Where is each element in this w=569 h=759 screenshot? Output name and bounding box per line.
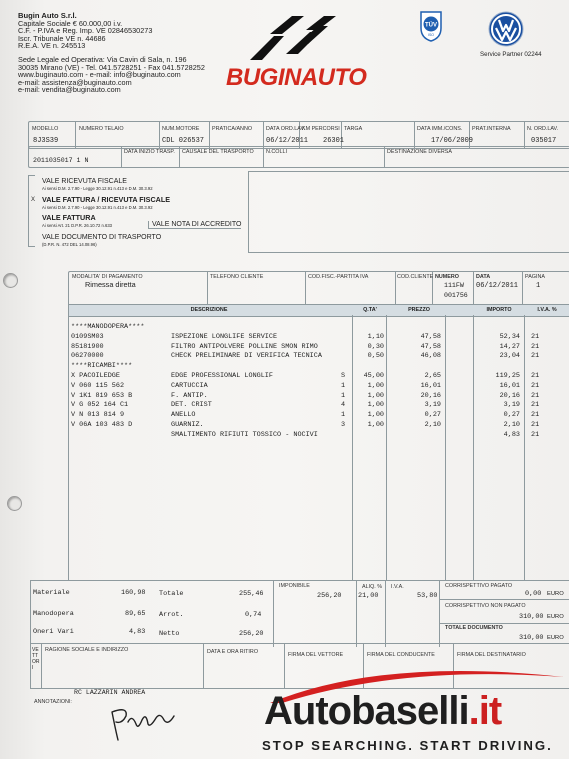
cell-prezzo: 3,19 (424, 401, 441, 410)
label-annotazioni: ANNOTAZIONI: (34, 699, 72, 705)
label-data: DATA (476, 274, 491, 280)
label-arrot: Arrot. (159, 611, 184, 619)
label-imponibile: IMPONIBILE (279, 583, 310, 589)
label-modalita: MODALITA' DI PAGAMENTO (72, 274, 143, 280)
cell-code: 06270000 (71, 352, 104, 361)
cell-iva: 21 (531, 421, 540, 429)
cell-importo: 2,10 (503, 421, 520, 429)
label-targa: TARGA (344, 126, 363, 132)
company-address: 30035 Mirano (VE) - Tel. 041.5728251 - Fax 041.5728252 (18, 62, 205, 72)
label-materiale: Materiale (33, 589, 70, 597)
value-data: 06/12/2011 (476, 282, 519, 290)
cell-qta: 0,30 (367, 342, 384, 351)
svg-text:TÜV: TÜV (425, 22, 437, 29)
label-n-colli: N.COLLI (266, 149, 287, 155)
cell-desc: ANELLO (171, 411, 196, 420)
cell-desc: SMALTIMENTO RIFIUTI TOSSICO - NOCIVI (171, 430, 318, 439)
items-table (68, 304, 569, 581)
cell-importo: 52,34 (499, 332, 520, 341)
table-row (69, 411, 569, 421)
vale-block (28, 171, 242, 251)
cell-prezzo: 0,27 (424, 411, 441, 420)
corrispettivo-box (439, 581, 569, 647)
th-importo: IMPORTO (486, 307, 512, 313)
cell-code: V G 052 164 C1 (71, 401, 129, 410)
punch-hole-top (3, 273, 18, 288)
label-firma-destinatario: FIRMA DEL DESTINATARIO (457, 652, 526, 658)
label-firma-vettore: FIRMA DEL VETTORE (288, 652, 344, 658)
cell-qta: 0,50 (367, 352, 384, 361)
cell-qta: 1,00 (367, 421, 384, 429)
cell-importo: 0,27 (503, 411, 520, 420)
th-iva: I.V.A. % (537, 307, 557, 313)
cell-flag: 4 (341, 401, 346, 410)
table-row (69, 382, 569, 392)
cell-flag: 1 (341, 381, 346, 390)
vale-fattura: VALE FATTURA Ai sensi Art. 21 D.P.R. 26.10.72 n.633 (42, 213, 112, 228)
value-corr-non-pagato: 310,00 (519, 613, 544, 621)
value-data-imm: 17/06/2009 (431, 137, 474, 145)
watermark (262, 655, 569, 759)
vale-documento: VALE DOCUMENTO DI TRASPORTO (D.P.R. N. 472 DEL 14.08.96) (42, 234, 162, 247)
label-totale: Totale (159, 590, 184, 598)
value-iva: 53,80 (417, 592, 438, 600)
svg-text:ISO: ISO (427, 33, 435, 37)
label-totale-doc: TOTALE DOCUMENTO (445, 625, 503, 631)
value-materiale: 160,98 (121, 589, 146, 597)
payment-row (68, 271, 569, 306)
label-aliq: ALIQ. % (362, 584, 383, 590)
label-manodopera: Manodopera (33, 610, 74, 618)
table-row (69, 323, 569, 333)
label-codfisc: COD.FISC.-PARTITA IVA (308, 274, 369, 280)
label-corr-non-pagato: CORRISPETTIVO NON PAGATO (445, 603, 526, 609)
euro-label: EURO (547, 635, 564, 641)
cell-prezzo: 2,10 (424, 421, 441, 429)
cell-qta: 1,00 (367, 411, 384, 420)
cell-flag: 1 (341, 391, 346, 400)
label-pratica: PRATICA/ANNO (212, 126, 253, 132)
label-n-ord: N. ORD.LAV. (527, 126, 559, 132)
company-line: Capitale Sociale € 60.000,00 i.v. (18, 18, 123, 28)
buginauto-logo: BUGINAUTO (226, 64, 367, 91)
cell-iva: 21 (531, 352, 540, 361)
cell-code: 0109SM03 (71, 332, 104, 341)
cell-iva: 21 (531, 372, 540, 380)
table-row (69, 372, 569, 382)
cell-importo: 14,27 (499, 342, 520, 351)
cell-qta: 1,00 (367, 391, 384, 400)
vale-fattura-ricevuta: VALE FATTURA / RICEVUTA FISCALE Ai sensi D.M. 2.7.90 - Legge 30.12.91 n.413 e D.M. 30.3.92 (42, 195, 171, 210)
service-partner: Service Partner 02244 (480, 51, 542, 58)
cell-flag: 1 (341, 411, 346, 420)
table-row (69, 431, 569, 441)
cell-code: V N 013 814 9 (71, 411, 125, 420)
totals-block (30, 580, 569, 647)
cell-desc: FILTRO ANTIPOLVERE POLLINE SMON RIMO (171, 342, 318, 351)
cell-iva: 21 (531, 391, 540, 400)
cell-iva: 21 (531, 342, 540, 351)
label-km: KM PERCORSI (302, 126, 340, 132)
cell-qta: 1,00 (367, 381, 384, 390)
value-oneri: 4,83 (129, 628, 146, 636)
vale-checkmark: X (31, 197, 36, 203)
value-modello: 8J3S39 (33, 137, 59, 145)
cell-importo: 119,25 (495, 372, 520, 380)
cell-prezzo: 20,16 (420, 391, 441, 400)
value-aliq: 21,00 (358, 592, 379, 600)
label-iva: I.V.A. (391, 584, 404, 590)
th-descrizione: DESCRIZIONE (190, 307, 228, 313)
cell-code: X PACOILEDGE (71, 372, 120, 380)
value-numero2: 001756 (444, 292, 468, 299)
buginauto-flag-icon (240, 14, 350, 62)
label-prat-int: PRAT.INTERNA (472, 126, 511, 132)
value-pagina: 1 (536, 282, 541, 290)
cell-prezzo: 16,01 (420, 381, 441, 390)
value-totale-doc: 310,00 (519, 634, 544, 642)
cell-importo: 23,04 (499, 352, 520, 361)
cell-prezzo: 47,58 (420, 332, 441, 341)
value-motore: CDL 026537 (162, 137, 205, 145)
cell-iva: 21 (531, 411, 540, 420)
label-pagina: PAGINA (525, 274, 545, 280)
cell-qta: 45,00 (363, 372, 384, 380)
value-rc: RC LAZZARIN ANDREA (74, 689, 146, 696)
label-causale: CAUSALE DEL TRASPORTO (182, 149, 254, 155)
cell-desc: EDGE PROFESSIONAL LONGLIF (171, 372, 273, 380)
cell-importo: 20,16 (499, 391, 520, 400)
th-prezzo: PREZZO (408, 307, 430, 313)
table-row (69, 352, 569, 362)
cell-iva: 21 (531, 332, 540, 341)
company-name: Bugin Auto S.r.l. (18, 11, 77, 20)
label-data-imm: DATA IMM./CONS. (417, 126, 463, 132)
label-telefono: TELEFONO CLIENTE (210, 274, 264, 280)
company-line: Iscr. Tribunale VE n. 44686 (18, 33, 106, 43)
tuv-icon (419, 10, 443, 42)
vw-logo-icon (488, 11, 524, 47)
punch-hole-bottom (7, 496, 22, 511)
cell-importo: 4,83 (503, 430, 520, 439)
cell-flag: 3 (341, 421, 346, 429)
vale-nota: VALE NOTA DI ACCREDITO (148, 221, 241, 229)
cell-code: ****MANODOPERA**** (71, 323, 145, 331)
company-line: C.F. - P.IVA e Reg. Imp. VE 02846530273 (18, 26, 153, 36)
company-email: e-mail: vendita@buginauto.com (18, 85, 121, 95)
label-destinazione: DESTINAZIONE DIVERSA (387, 149, 452, 155)
label-telaio: NUMERO TELAIO (79, 126, 124, 132)
table-row (69, 343, 569, 353)
watermark-text: Autobaselli.it (264, 689, 502, 733)
value-corr-pagato: 0,00 (525, 590, 542, 598)
company-web: www.buginauto.com - e-mail: info@buginauto.com (18, 70, 181, 80)
cell-desc: ISPEZIONE LONGLIFE SERVICE (171, 332, 278, 341)
label-data-ritiro: DATA E ORA RITIRO (207, 649, 259, 655)
label-data-ord: DATA ORD.LAV. (266, 126, 306, 132)
watermark-tagline: STOP SEARCHING. START DRIVING. (262, 738, 553, 753)
cell-code: V 06A 103 483 D (71, 421, 133, 429)
cell-prezzo: 46,08 (420, 352, 441, 361)
label-vettori: VETTORI (32, 647, 40, 671)
company-line: R.E.A. VE n. 245513 (18, 41, 86, 51)
label-ragione: RAGIONE SOCIALE E INDIRIZZO (45, 647, 129, 653)
label-modello: MODELLO (32, 126, 59, 132)
table-row (69, 401, 569, 411)
label-numero: NUMERO (435, 274, 459, 280)
cell-prezzo: 47,58 (420, 342, 441, 351)
cell-qta: 1,10 (367, 332, 384, 341)
value-data-ord: 06/12/2011 (266, 137, 309, 145)
cell-iva: 21 (531, 381, 540, 390)
company-info (18, 12, 205, 94)
value-totale: 255,46 (239, 590, 264, 598)
label-codcliente: COD.CLIENTE (397, 274, 434, 280)
th-qta: Q.TA' (363, 307, 377, 313)
customer-address-box (248, 171, 569, 253)
label-oneri: Oneri Vari (33, 628, 74, 636)
euro-label: EURO (547, 591, 564, 597)
table-row (69, 362, 569, 372)
company-email: e-mail: assistenza@buginauto.com (18, 77, 132, 87)
label-netto: Netto (159, 630, 180, 638)
cell-prezzo: 2,65 (424, 372, 441, 380)
value-ref: 2011035017 1 N (33, 157, 89, 164)
cell-importo: 16,01 (499, 381, 520, 390)
value-modalita: Rimessa diretta (85, 280, 136, 289)
table-row (69, 421, 569, 431)
cell-code: 85181900 (71, 342, 104, 351)
value-arrot: 0,74 (245, 611, 262, 619)
cell-desc: GUARNIZ. (171, 421, 204, 429)
table-row (69, 333, 569, 343)
value-numero: 111FW (444, 282, 464, 289)
vehicle-row (28, 121, 569, 149)
label-corr-pagato: CORRISPETTIVO PAGATO (445, 583, 513, 589)
value-km: 26301 (323, 137, 345, 145)
cell-code: V 060 115 562 (71, 381, 125, 390)
transport-row (28, 146, 569, 168)
vale-ricevuta: VALE RICEVUTA FISCALE Ai sensi D.M. 2.7.90 - Legge 30.12.91 n.413 e D.M. 30.3.92 (42, 178, 153, 191)
label-data-inizio: DATA INIZIO TRASP. (124, 149, 175, 155)
table-header (68, 304, 569, 317)
value-n-ord: 035017 (531, 137, 557, 145)
euro-label: EURO (547, 614, 564, 620)
cell-iva: 21 (531, 401, 540, 410)
company-address: Sede Legale ed Operativa: Via Cavin di Sala, n. 196 (18, 54, 187, 64)
cell-code: V 1K1 819 653 B (71, 391, 133, 400)
value-netto: 256,20 (239, 630, 264, 638)
label-motore: NUM.MOTORE (162, 126, 200, 132)
value-manodopera: 89,65 (125, 610, 146, 618)
cell-qta: 1,00 (367, 401, 384, 410)
value-imponibile: 256,20 (317, 592, 342, 600)
cell-flag: S (341, 372, 346, 380)
cell-desc: F. ANTIP. (171, 391, 208, 400)
label-firma-conducente: FIRMA DEL CONDUCENTE (367, 652, 435, 658)
cell-iva: 21 (531, 430, 540, 439)
cell-desc: CARTUCCIA (171, 381, 208, 390)
cell-desc: CHECK PRELIMINARE DI VERIFICA TECNICA (171, 352, 322, 361)
cell-desc: DET. CRIST (171, 401, 212, 410)
cell-code: ****RICAMBI**** (71, 362, 133, 371)
table-row (69, 392, 569, 402)
signature-icon (104, 702, 184, 742)
cell-importo: 3,19 (503, 401, 520, 410)
